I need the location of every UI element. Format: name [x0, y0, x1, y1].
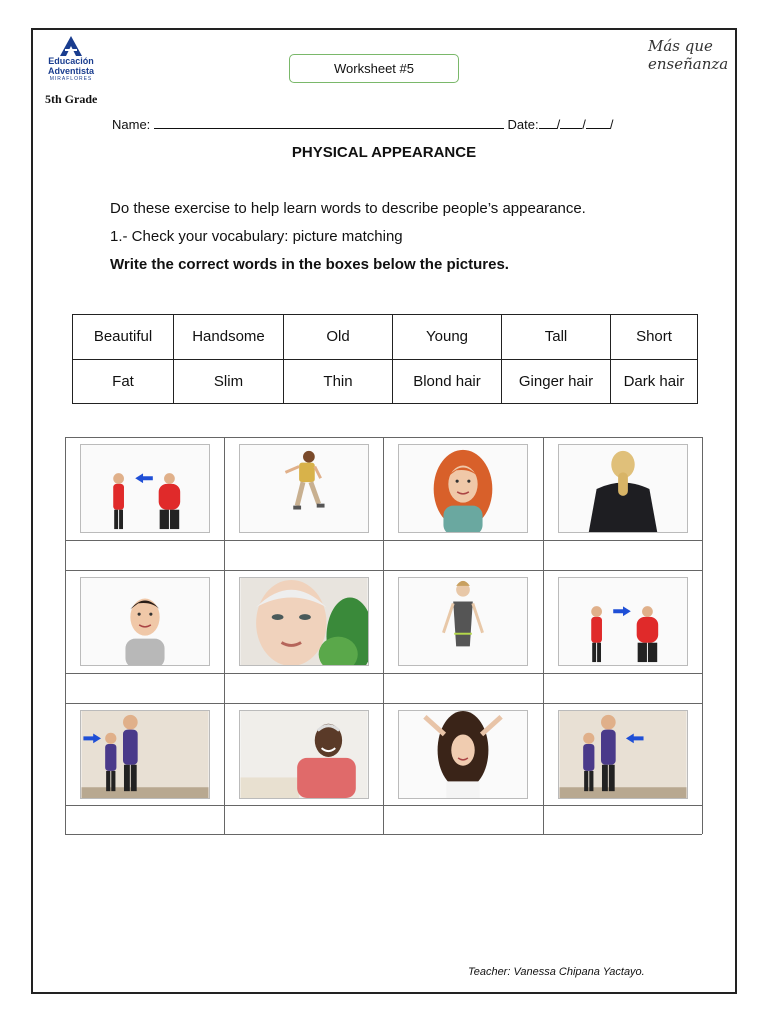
- tall-short-players-photo: [558, 710, 688, 799]
- worksheet-label: Worksheet #5: [334, 61, 414, 76]
- worksheet-label-box: [289, 54, 459, 83]
- date-day-field[interactable]: [539, 116, 557, 129]
- photo-illustration: [399, 711, 527, 798]
- vocab-cell: Handsome: [174, 315, 284, 360]
- name-field[interactable]: [154, 116, 504, 129]
- beautiful-woman-face-photo: [239, 577, 369, 666]
- answer-box[interactable]: [543, 673, 702, 703]
- teacher-credit: Teacher: Vanessa Chipana Yactayo.: [468, 966, 645, 978]
- answer-box[interactable]: [383, 673, 543, 703]
- vocab-cell: Dark hair: [611, 359, 698, 404]
- picture-grid: [65, 437, 702, 834]
- vocab-cell: Young: [393, 315, 502, 360]
- vocab-cell: Ginger hair: [502, 359, 611, 404]
- vocab-cell: Old: [284, 315, 393, 360]
- running-boy-photo: [239, 444, 369, 533]
- grid-line: [65, 437, 702, 438]
- photo-illustration: [559, 711, 687, 798]
- date-sep-1: /: [556, 117, 561, 132]
- instruction-3: Write the correct words in the boxes below the pictures.: [110, 256, 509, 273]
- grid-line: [65, 437, 66, 834]
- vocab-row: [73, 315, 698, 360]
- answer-box[interactable]: [65, 540, 224, 570]
- grid-line: [702, 437, 703, 834]
- photo-illustration: [81, 445, 209, 532]
- vocab-cell: Tall: [502, 315, 611, 360]
- instruction-2: 1.- Check your vocabulary: picture matching: [110, 228, 403, 245]
- date-sep-3: /: [609, 117, 614, 132]
- answer-box[interactable]: [543, 540, 702, 570]
- name-date-row: [112, 116, 614, 132]
- slim-woman-photo: [398, 577, 528, 666]
- logo-text-2: Adventista: [47, 66, 94, 76]
- smiling-man-photo: [80, 577, 210, 666]
- answer-box[interactable]: [65, 673, 224, 703]
- date-sep-2: /: [582, 117, 586, 132]
- logo-text-3: MIRAFLORES: [49, 76, 93, 82]
- photo-illustration: [240, 445, 368, 532]
- vocab-cell: Short: [611, 315, 698, 360]
- answer-box[interactable]: [383, 540, 543, 570]
- old-man-smiling-photo: [239, 710, 369, 799]
- vocab-row: [73, 359, 698, 404]
- dark-hair-woman-photo: [398, 710, 528, 799]
- date-year-field[interactable]: [586, 116, 610, 129]
- photo-illustration: [399, 578, 527, 665]
- answer-box[interactable]: [65, 805, 224, 834]
- date-month-field[interactable]: [560, 116, 582, 129]
- grid-line: [224, 437, 225, 834]
- photo-illustration: [240, 711, 368, 798]
- answer-box[interactable]: [224, 805, 383, 834]
- school-logo: [40, 36, 102, 83]
- logo-text-1: Educación: [48, 56, 94, 66]
- grade-label: 5th Grade: [45, 92, 98, 106]
- answer-box[interactable]: [383, 805, 543, 834]
- logo-flame-icon: [60, 36, 82, 56]
- photo-illustration: [399, 445, 527, 532]
- blond-woman-back-photo: [558, 444, 688, 533]
- vocab-cell: Fat: [73, 359, 174, 404]
- photo-illustration: [81, 711, 209, 798]
- vocab-cell: Blond hair: [393, 359, 502, 404]
- tall-short-players-photo: [80, 710, 210, 799]
- photo-illustration: [559, 578, 687, 665]
- page-title: PHYSICAL APPEARANCE: [291, 144, 477, 161]
- grid-line: [543, 437, 544, 834]
- vocab-cell: Thin: [284, 359, 393, 404]
- photo-illustration: [559, 445, 687, 532]
- thin-fat-men-photo: [80, 444, 210, 533]
- brand-line-2: enseñanza: [648, 55, 729, 73]
- vocabulary-table: [72, 314, 698, 404]
- answer-box[interactable]: [543, 805, 702, 834]
- photo-illustration: [240, 578, 368, 665]
- grid-line: [383, 437, 384, 834]
- answer-box[interactable]: [224, 540, 383, 570]
- vocab-cell: Beautiful: [73, 315, 174, 360]
- name-label: Name:: [112, 117, 151, 132]
- brand-line-1: Más que: [648, 37, 713, 55]
- vocab-cell: Slim: [174, 359, 284, 404]
- date-label: Date:: [507, 117, 539, 132]
- thin-fat-men-photo: [558, 577, 688, 666]
- answer-box[interactable]: [224, 673, 383, 703]
- photo-illustration: [81, 578, 209, 665]
- instruction-1: Do these exercise to help learn words to describe people’s appearance.: [110, 200, 586, 217]
- ginger-hair-woman-photo: [398, 444, 528, 533]
- brand-slogan: [648, 37, 728, 73]
